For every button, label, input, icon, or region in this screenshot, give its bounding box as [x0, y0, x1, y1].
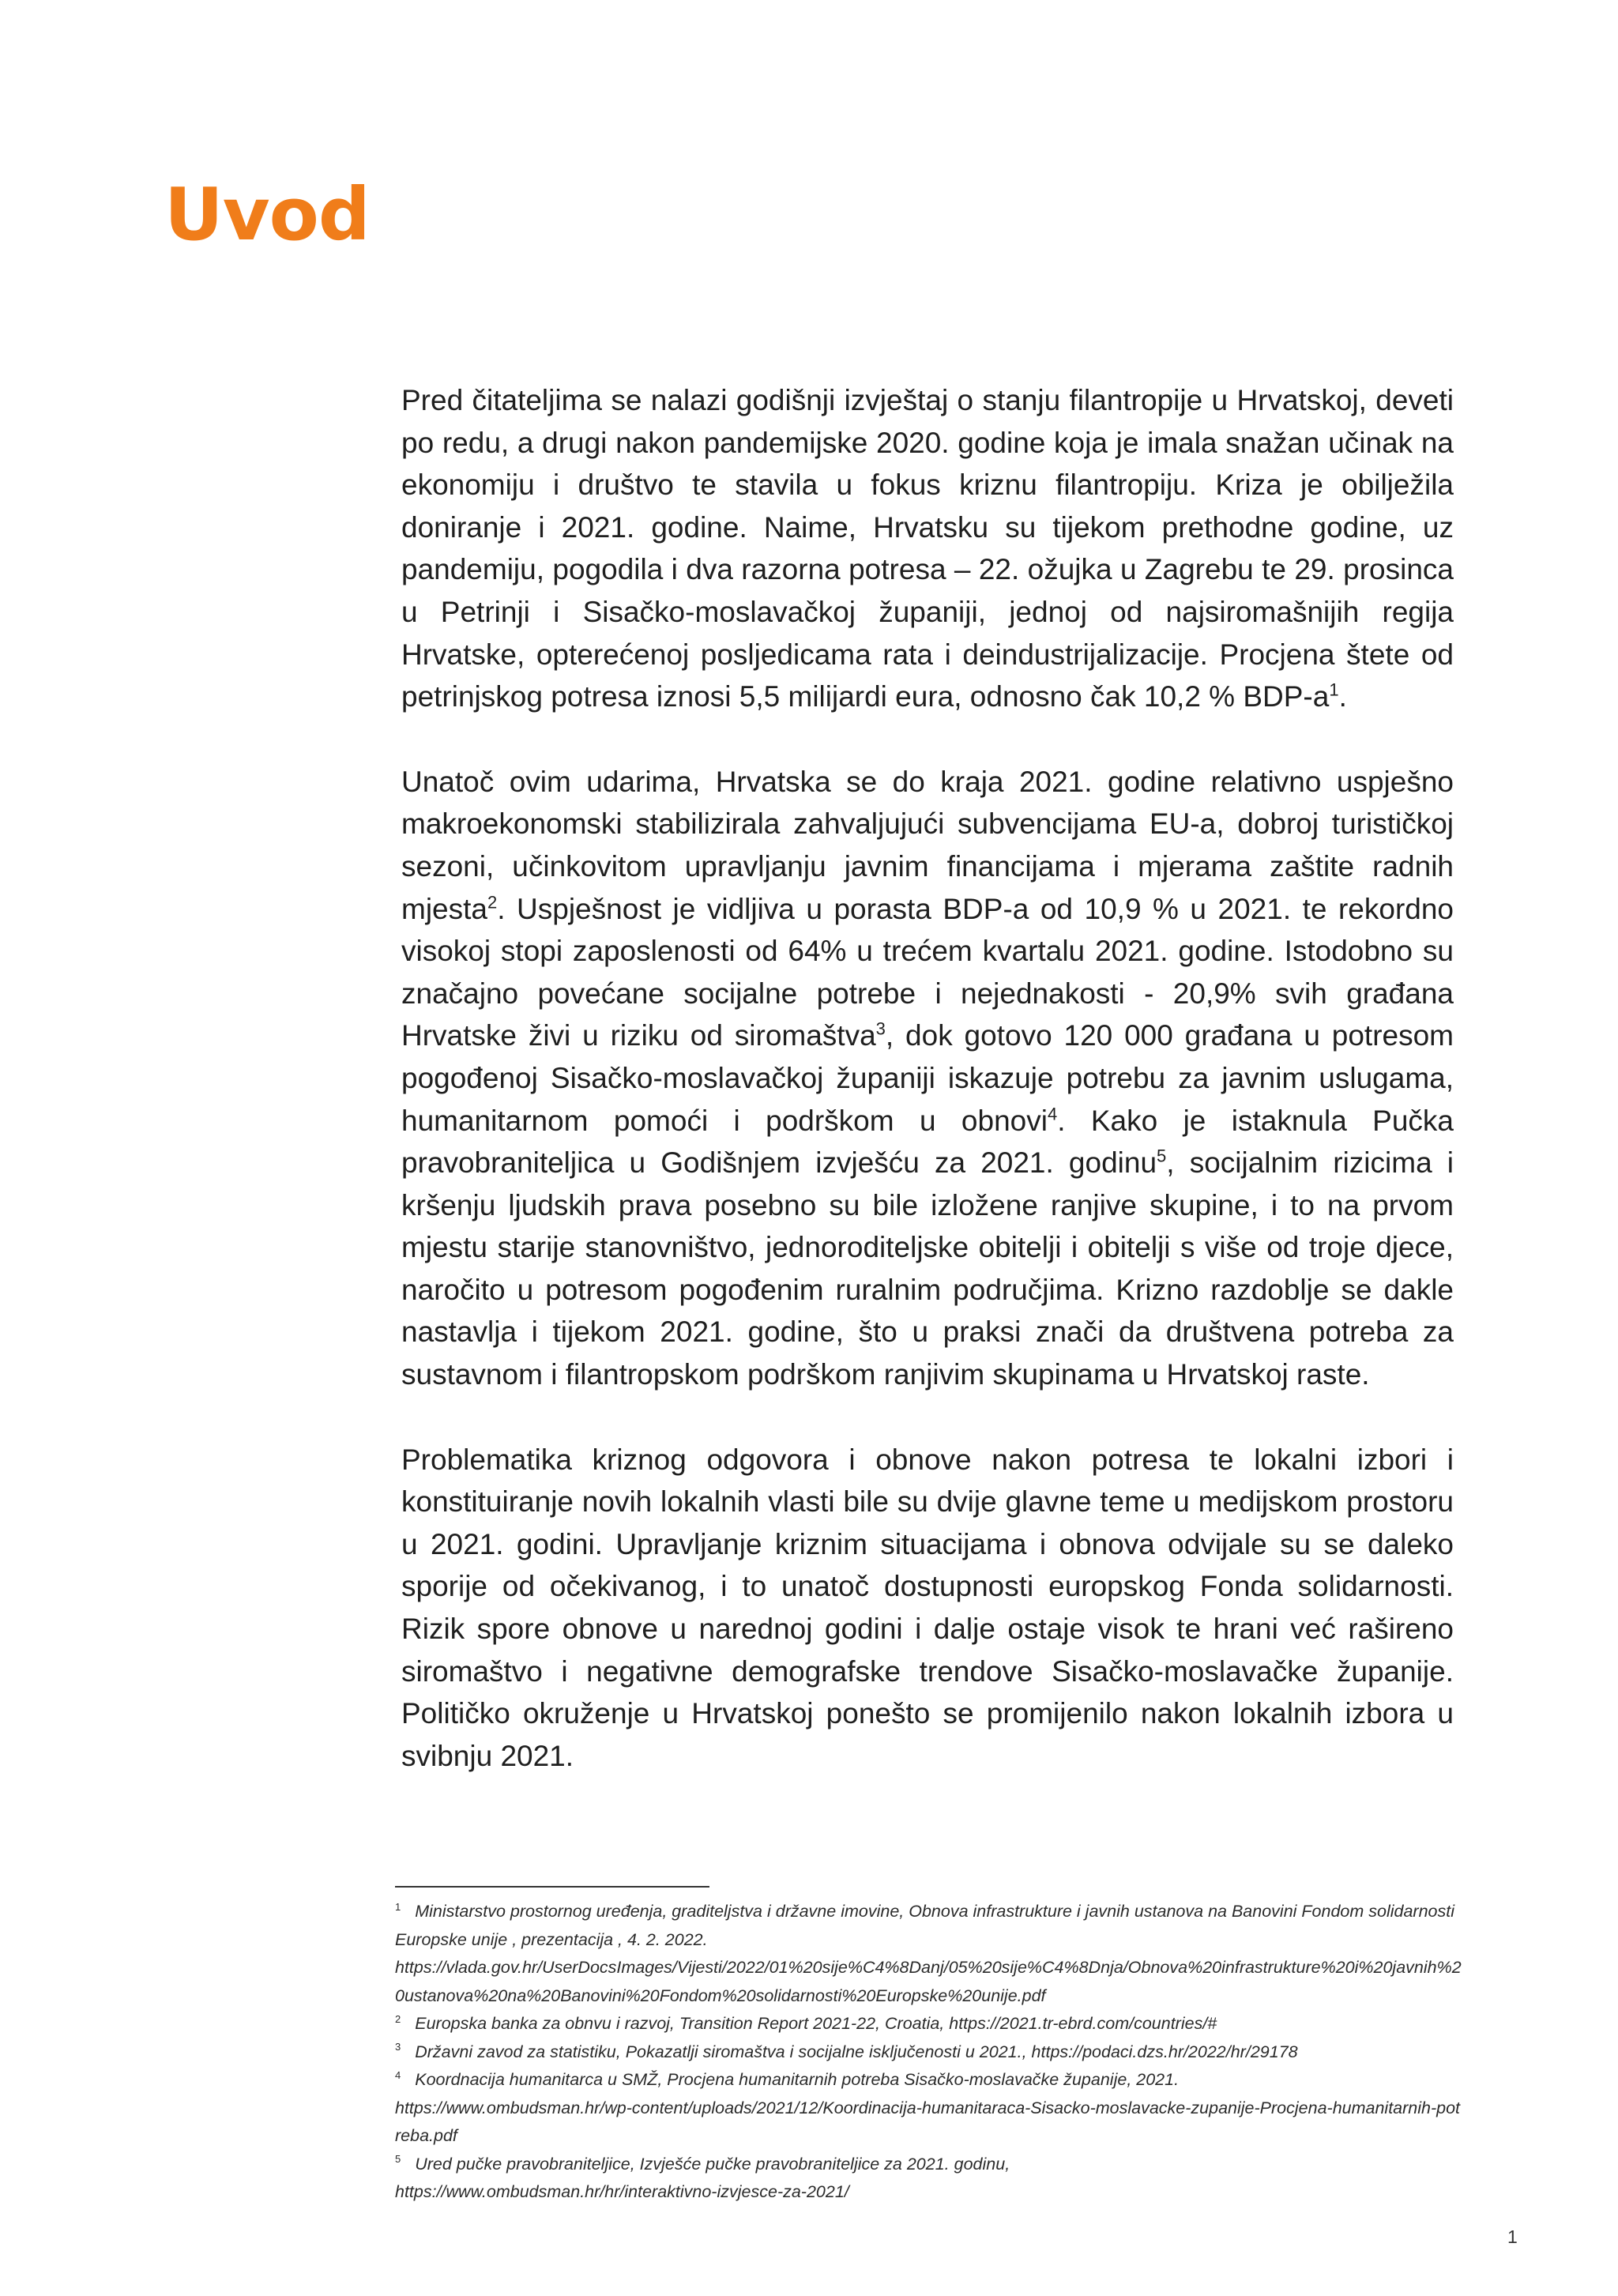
paragraph-economy: Unatoč ovim udarima, Hrvatska se do kraja 2021. godine relativno uspješno makroekonomski stabilizirala zahvaljujući subvencijama EU-a, dobroj turističkoj sezoni, učinkovitom upravljanju javnim financijama i mjerama zaštite radnih mjesta$^2$. Uspješnost je vidljiva u porasta BDP-a od 10,9 % u 2021. te rekordno visokoj stopi zaposlenosti od 64% u trećem kvartalu 2021. godine. Istodobno su značajno povećane socijalne potrebe i nejednakosti - 20,9% svih građana Hrvatske živi u riziku od siromaštva$^3$, dok gotovo 120 000 građana u potresom pogođenoj Sisačko-moslavačkoj županiji iskazuje potrebu za javnim uslugama, humanitarnom pomoći i podrškom u obnovi$^4$. Kako je istaknula Pučka pravobraniteljica u Godišnjem izvješću za 2021. godinu$^5$, socijalnim rizicima i kršenju ljudskih prava posebno su bile izložene ranjive skupine, i to na prvom mjestu starije stanovništvo, jednoroditeljske obitelji i obitelji s više od troje djece, naročito u potresom pogođenim ruralnim područjima. Krizno razdoblje se dakle nastavlja i tijekom 2021. godine, što u praksi znači da društvena potreba za sustavnom i filantropskom podrškom ranjivim skupinama u Hrvatskoj raste.: [401, 765, 1454, 1391]
footnote-ref-1[interactable]: 1: [1329, 679, 1339, 700]
footnote-ref-4[interactable]: 4: [1047, 1104, 1058, 1124]
body-text: [401, 379, 1454, 1820]
footnote-4: $^4$ Koordnacija humanitarca u SMŽ, Procjena humanitarnih potreba Sisačko-moslavačke županije, 2021. https://www.ombudsman.hr/wp-content/uploads/2021/12/Koordinacija-humanitaraca-Sisacko-moslavacke-zupanije-Procjena-humanitarnih-potreba.pdf: [395, 2068, 1461, 2145]
footnote-2: $^2$ Europska banka za obnvu i razvoj, Transition Report 2021-22, Croatia, https://2021.tr-ebrd.com/countries/#: [395, 2012, 1217, 2033]
footnote-5: $^5$ Ured pučke pravobraniteljice, Izvješće pučke pravobraniteljice za 2021. godinu, https://www.ombudsman.hr/hr/interaktivno-izvjesce-za-2021/: [395, 2153, 1010, 2201]
footnotes: [395, 1898, 1462, 2207]
footnote-link[interactable]: https://vlada.gov.hr/UserDocsImages/Vijesti/2022/01%20sije%C4%8Danj/05%20sije%C4%8Dnja/Obnova%20infrastrukture%20i%20javnih%20ustanova%20na%20Banovini%20Fondom%20solidarnosti%20Europske%20unije.pdf: [395, 1958, 1462, 2005]
footnote-ref-3[interactable]: 3: [875, 1018, 886, 1039]
footnote-link[interactable]: https://www.ombudsman.hr/wp-content/uploads/2021/12/Koordinacija-humanitaraca-Sisacko-moslavacke-zupanije-Procjena-humanitarnih-potreba.pdf: [395, 2098, 1461, 2145]
paragraph-politics: Problematika kriznog odgovora i obnove nakon potresa te lokalni izbori i konstituiranje novih lokalnih vlasti bile su dvije glavne teme u medijskom prostoru u 2021. godini. Upravljanje kriznim situacijama i obnova odvijale su se daleko sporije od očekivanog, i to unatoč dostupnosti europskog Fonda solidarnosti. Rizik spore obnove u narednoj godini i dalje ostaje visok te hrani već rašireno siromaštvo i negativne demografske trendove Sisačko-moslavačke županije. Političko okruženje u Hrvatskoj ponešto se promijenilo nakon lokalnih izbora u svibnju 2021.: [401, 1443, 1454, 1772]
footnote-ref-5[interactable]: 5: [1157, 1146, 1167, 1166]
footnote-link[interactable]: https://www.ombudsman.hr/hr/interaktivno-izvjesce-za-2021/: [395, 2182, 849, 2201]
footnote-1: $^1$ Ministarstvo prostornog uređenja, graditeljstva i državne imovine, Obnova infrastrukture i javnih ustanova na Banovini Fondom solidarnosti Europske unije , prezentacija , 4. 2. 2022. https://vlada.gov.hr/UserDocsImages/Vijesti/2022/01%20sije%C4%8Danj/05%20sije%C4%8Dnja/Obnova%20infrastrukture%20i%20javnih%20ustanova%20na%20Banovini%20Fondom%20solidarnosti%20Europske%20unije.pdf: [395, 1900, 1462, 2005]
footnote-divider: [395, 1886, 709, 1888]
page-title: Uvod: [164, 172, 370, 257]
footnote-3: $^3$ Državni zavod za statistiku, Pokazatlji siromaštva i socijalne isključenosti u 2021., https://podaci.dzs.hr/2022/hr/29178: [395, 2041, 1298, 2061]
footnote-ref-2[interactable]: 2: [487, 892, 498, 913]
paragraph-intro: Pred čitateljima se nalazi godišnji izvještaj o stanju filantropije u Hrvatskoj, deveti po redu, a drugi nakon pandemijske 2020. godine koja je imala snažan učinak na ekonomiju i društvo te stavila u fokus kriznu filantropiju. Kriza je obilježila doniranje i 2021. godine. Naime, Hrvatsku su tijekom prethodne godine, uz pandemiju, pogodila i dva razorna potresa – 22. ožujka u Zagrebu te 29. prosinca u Petrinji i Sisačko-moslavačkoj županiji, jednoj od najsiromašnijih regija Hrvatske, opterećenoj posljedicama rata i deindustrijalizacije. Procjena štete od petrinjskog potresa iznosi 5,5 milijardi eura, odnosno čak 10,2 % BDP-$a^1$.: [401, 384, 1454, 713]
page-number: 1: [1507, 2226, 1518, 2247]
